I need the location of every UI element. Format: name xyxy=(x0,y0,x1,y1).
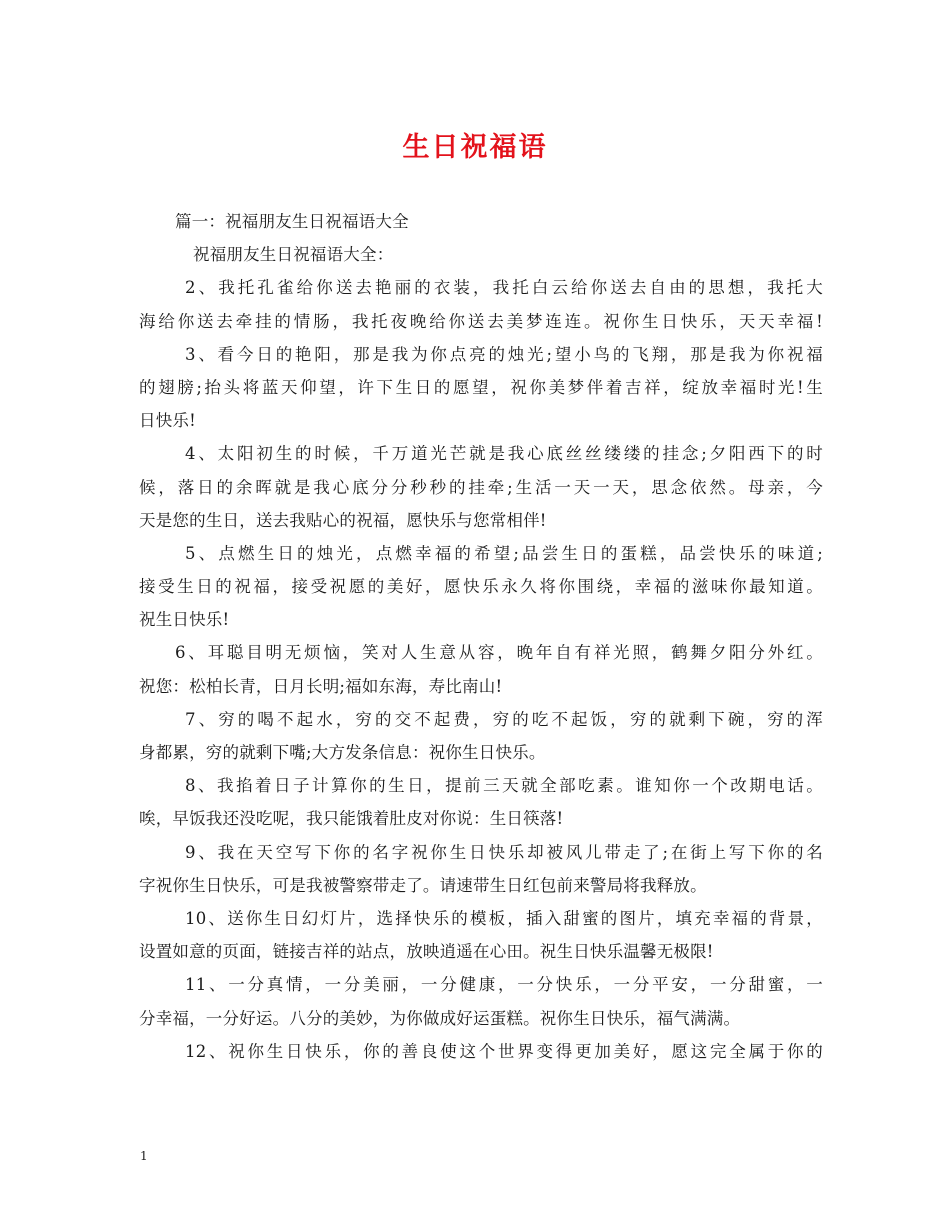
paragraph-line: 12、祝你生日快乐，你的善良使这个世界变得更加美好，愿这完全属于你的 xyxy=(185,1041,823,1061)
paragraph-line: 7、穷的喝不起水，穷的交不起费，穷的吃不起饭，穷的就剩下碗，穷的浑 xyxy=(185,709,823,729)
paragraph-line: 2、我托孔雀给你送去艳丽的衣装，我托白云给你送去自由的思想，我托大 xyxy=(185,278,823,298)
paragraph-line: 分幸福，一分好运。八分的美妙，为你做成好运蛋糕。祝你生日快乐，福气满满。 xyxy=(139,1008,741,1028)
paragraph-line: 祝您：松柏长青，日月长明;福如东海，寿比南山! xyxy=(139,676,503,696)
paragraph-line: 唉，早饭我还没吃呢，我只能饿着肚皮对你说：生日筷落! xyxy=(139,809,564,829)
section-subheading: 祝福朋友生日祝福语大全： xyxy=(193,245,394,265)
paragraph-line: 3、看今日的艳阳，那是我为你点亮的烛光;望小鸟的飞翔，那是我为你祝福 xyxy=(185,344,823,364)
paragraph-line: 接受生日的祝福，接受祝愿的美好，愿快乐永久将你围绕，幸福的滋味你最知道。 xyxy=(139,577,823,597)
paragraph-line: 9、我在天空写下你的名字祝你生日快乐却被风儿带走了;在街上写下你的名 xyxy=(185,842,823,862)
paragraph-line: 4、太阳初生的时候，千万道光芒就是我心底丝丝缕缕的挂念;夕阳西下的时 xyxy=(185,444,823,464)
paragraph-line: 5、点燃生日的烛光，点燃幸福的希望;品尝生日的蛋糕，品尝快乐的味道; xyxy=(185,543,823,563)
section-heading: 篇一：祝福朋友生日祝福语大全 xyxy=(175,212,409,231)
paragraph-line: 11、一分真情，一分美丽，一分健康，一分快乐，一分平安，一分甜蜜，一 xyxy=(185,975,823,995)
paragraph-line: 天是您的生日，送去我贴心的祝福，愿快乐与您常相伴! xyxy=(139,510,547,530)
paragraph-line: 8、我掐着日子计算你的生日，提前三天就全部吃素。谁知你一个改期电话。 xyxy=(185,776,823,796)
paragraph-line: 6、耳聪目明无烦恼，笑对人生意从容，晚年自有祥光照，鹤舞夕阳分外红。 xyxy=(175,643,823,663)
paragraph-line: 日快乐! xyxy=(139,411,196,431)
document-title: 生日祝福语 xyxy=(402,132,548,163)
paragraph-line: 10、送你生日幻灯片，选择快乐的模板，插入甜蜜的图片，填充幸福的背景， xyxy=(185,908,823,928)
paragraph-line: 候，落日的余晖就是我心底分分秒秒的挂牵;生活一天一天，思念依然。母亲，今 xyxy=(139,477,823,497)
paragraph-line: 祝生日快乐! xyxy=(139,610,230,630)
paragraph-line: 字祝你生日快乐，可是我被警察带走了。请速带生日红包前来警局将我释放。 xyxy=(139,875,707,895)
paragraph-line: 的翅膀;抬头将蓝天仰望，许下生日的愿望，祝你美梦伴着吉祥，绽放幸福时光!生 xyxy=(139,377,823,397)
paragraph-line: 海给你送去牵挂的情肠，我托夜晚给你送去美梦连连。祝你生日快乐，天天幸福! xyxy=(139,311,823,331)
page-number: 1 xyxy=(140,1149,148,1163)
document-body xyxy=(139,205,823,1068)
paragraph-line: 设置如意的页面，链接吉祥的站点，放映逍遥在心田。祝生日快乐温馨无极限! xyxy=(139,942,714,962)
paragraph-line: 身都累，穷的就剩下嘴;大方发条信息：祝你生日快乐。 xyxy=(139,743,546,762)
